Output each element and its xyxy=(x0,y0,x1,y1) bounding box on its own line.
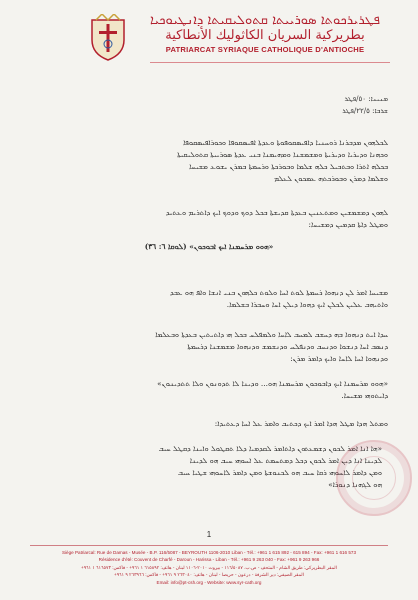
scripture-quote: «ܗܘܘ ܡܪܚܡܢܐ ܐܝܟ ܐܒܘܟܘܢ» (ܠܘܩܐ ٦: ٣٦) xyxy=(144,242,274,251)
footer-address-line: Siège Patriarcal: Rue de Damas - Musée - B.P. 116/5087 - BEYROUTH 1106-2010 Liban - Tél.: +961 1 615 892 - 615 894 - Fax: +961 1 616 573 xyxy=(61,550,357,555)
scripture-quote: «ܗܐ ܐܢܐ ܐܡܪ ܠܟܘܢ ܕܫܡܥܬܘܢ ܕܐܬܐܡܪ ܠܩܕܡܝܐ ܕܠܐ ܬܩܛܘܠ ܘܐܝܢܐ ܕܩܛܠ ܚܝܒ xyxy=(158,444,382,453)
footer-divider xyxy=(30,545,388,546)
scripture-quote: ܘܡܢ ܕܐܡܪ ܠܐܚܘܗܝ ܪܩܐ ܚܝܒ ܗܘ ܠܟܢܘܫܬܐ ܘܡܢ ܕܐܡܪ ܠܐܚܘܗܝ ܫܛܝܐ ܚܝܒ xyxy=(178,468,382,477)
address-line: ܘܟܗܢܐ ܘܕܝܪܝܐ ܘܕܝܪܝܬܐ ܘܡܫܡܫܢܐ ܘܡܗܝܡܢܐ ܒܢܝ ܥܕܬܐ ܣܘܪܝܝܬܐ ܩܬܘܠܝܩܝܬܐ xyxy=(177,150,388,159)
scripture-quote: «ܗܘܘ ܡܪܚܡܢܐ ܐܝܟ ܕܐܒܘܟܘܢ ܡܪܚܡܢܐ ܗܘ... ܘܕܝܢܐ ܠܐ ܬܕܘܢܘܢ ܘܠܐ ܬܬܕܝܢܘܢ» xyxy=(157,379,388,388)
paragraph-line: ܠܗܘܢ ܕܡܫܡܫܝܢ ܘܡܬܥܢܝܢ ܒܥܕܬܐ ܩܕܝܫܬܐ ܒܟܠ ܕܘܟ ܘܕܘܟ ܐܝܟ ܕܐܬܪܝܡ ܘܥܬܝܕ xyxy=(165,208,388,217)
footer-contact-line[interactable]: Email: info@pt-csh.org - Website: www.syr-cath.org xyxy=(156,580,262,585)
paragraph-line: ܚܕܐ ܐܝܬ ܕܢܗܘܐ ܒܗ ܕܚܫܒ ܠܡܚܒ ܠܐܚܐ ܘܠܡܦܠܚ ܒܟܠ ܗܝ ܕܐܬܝܬܝܢ ܒܥܕܬܐ ܘܒܥܠܡܐ xyxy=(155,330,388,339)
address-line: ܒܟܠܗ ܐܬܪܐ ܘܒܬܒܝܠ ܟܠܗ ܫܠܡܐ ܘܒܘܪܟܬܐ ܘܪܚܡܬܐ ܒܡܪܢ ܝܫܘܥ ܡܫܝܚܐ xyxy=(189,162,388,171)
address-line: ܘܫܠܡܐ ܕܡܪܢ ܘܒܘܪܟܬܗ ܥܡܟܘܢ ܠܥܠܡ xyxy=(273,174,388,183)
paragraph-line: ܘܡܛܠ ܕܐܬܐ ܩܕܡܝܢ ܕܡܫܝܚܐ: xyxy=(308,220,388,229)
letterhead xyxy=(140,14,390,56)
paragraph-line: ܘܡܬܠ ܗܕܐ ܡܛܠ ܗܕܐ ܐܡܪ ܐܝܟ ܕܟܬܝܒ ܘܐܡܪ ܥܠ ܐܚܐ ܕܥܬܝܕܐ: xyxy=(214,419,388,428)
footer-address-line: المقر الصيفي: دير الشرفة - درعون - حريصا - لبنان - هاتف: ٢٦٣٠٤٠ ٩ ٩٦١+ - فاكس: ٢٦٣٩٦٦ ٩ ٩٦١+ xyxy=(114,572,304,577)
reference-number: ܡܢܝܢܐ: ٥٠/ܦܛܪ xyxy=(344,95,388,103)
letterhead-arabic-name: بطريركية السريان الكاثوليك الأنطاكية xyxy=(165,28,365,43)
footer-address-line: المقر البطريركي: طريق الشام - المتحف - ص.ب. ١١٦/٥٠٨٧ - بيروت ٢٠١٠-١١٠٦ لبنان - هاتف: ٦١٥٨٩٢ ١ ٩٦١+ - فاكس: ٦١٦٥٧٣ ١ ٩٦١+ xyxy=(81,565,337,570)
footer-address-line: Résidence d'été: Couvent de Charfé - Daroun - Harissa - Liban - Tél.: +961 9 263 040 - Fax: +961 9 263 966 xyxy=(98,557,320,562)
seal-stamp-icon xyxy=(336,440,412,516)
letterhead-syriac-name: ܦܛܪܝܪܟܘܬܐ ܣܘܪܝܝܬܐ ܩܬܘܠܝܩܝܬܐ ܕܐܢܛܝܘܟܝܐ xyxy=(150,13,380,28)
letterhead-divider xyxy=(150,62,390,63)
patriarchal-crest-icon xyxy=(86,14,130,62)
scripture-quote: ܕܐܝܬܘܗܝ ܡܫܝܚܐ. xyxy=(341,391,388,400)
address-line: ܠܟܠܗܘܢ ܡܕܒܪܢܐ ܪܘܚܢܝܐ ܕܐܦܝܣܩܘܦܘܬܐ ܘܥܕܬܐ ܐܦܝܣܩܘܦܐ ܘܟܘܪܐܦܝܣܩܘܦܐ xyxy=(183,138,388,147)
paragraph-line: ܘܕܢܗܘܐ ܐܚܐ ܠܐܚܐ ܘܐܝܟ ܕܐܡܪ ܡܪܢ: xyxy=(290,354,388,363)
paragraph-line: ܡܫܝܚܐ ܐܡܪ ܠܢ ܕܢܗܘܐ ܪܚܡܬܐ ܠܘܬ ܐܚܐ ܘܠܘܬ ܟܠܗܘܢ ܒܢܝ ܐܢܫܐ ܘܐܦ ܗܘ ܥܒܕ xyxy=(170,288,388,297)
paragraph-line: ܘܐܬܝܗܒ ܥܠܝܢ ܠܟܠܢ ܐܝܟ ܕܗܘܐ ܕܝܠܢ ܐܚܐ ܘܚܒܪܐ ܒܫܠܡܐ. xyxy=(226,300,388,309)
letterhead-french-name: PATRIARCAT SYRIAQUE CATHOLIQUE D'ANTIOCHE xyxy=(165,45,365,54)
scripture-quote: ܠܕܝܢܐ ܐܢܐ ܕܝܢ ܐܡܪ ܠܟܘܢ ܕܟܠ ܕܡܬܚܡܬ ܥܠ ܐܚܘܗܝ ܚܝܒ ܗܘ ܠܕܝܢܐ xyxy=(189,456,382,465)
paragraph-line: ܕܢܣܒ ܐܚܐ ܕܢܫܘܐ ܘܕܢܚܒ ܘܕܢܦܠܚ ܘܕܢܫܡܫ ܘܕܢܗܘܐ ܡܫܡܫܢܐ ܕܪܚܡܬܐ xyxy=(187,342,388,351)
page-number: 1 xyxy=(206,530,212,539)
scripture-quote: ܗܘ ܠܓܗܢܐ ܕܢܘܪܐ» xyxy=(328,480,382,489)
reference-date: ܫܪܒܐ: ٢٢/٥/ܦܛܪ xyxy=(342,107,388,115)
